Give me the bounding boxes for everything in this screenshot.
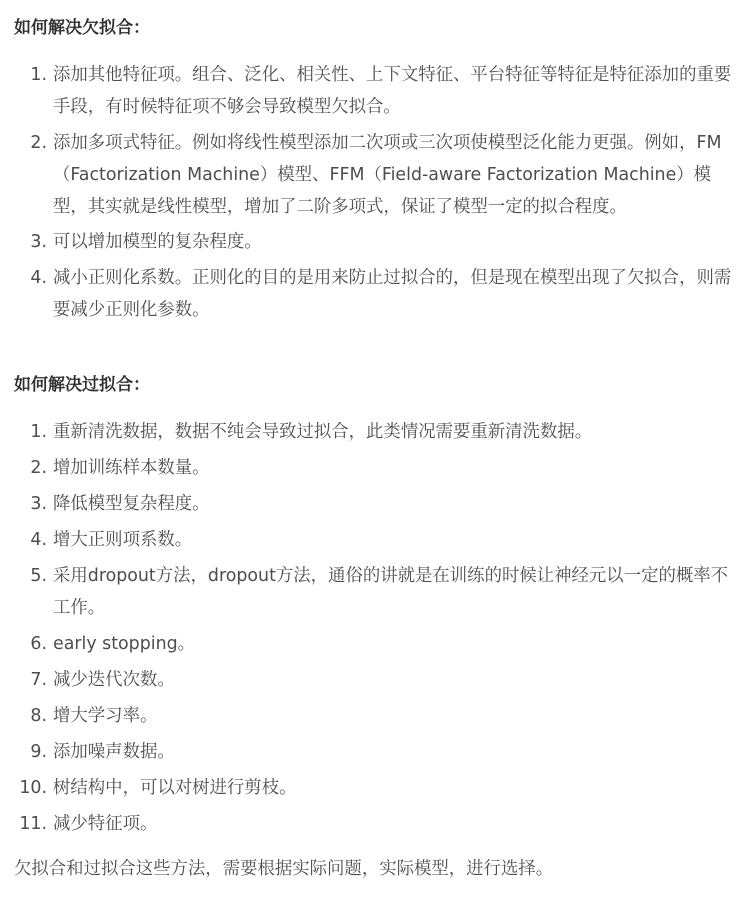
list-item-text: 可以增加模型的复杂程度。 [53, 232, 262, 252]
list-item-number: 3. [30, 232, 47, 252]
list-item [14, 262, 736, 326]
list-item-number: 2. [30, 132, 47, 153]
list-item-text: 增大学习率。 [53, 706, 158, 726]
underfit-heading: 如何解决欠拟合： [14, 18, 150, 38]
list-item [14, 127, 736, 223]
list-item-number: 2. [30, 458, 47, 478]
list-item [14, 226, 736, 258]
list-item [14, 59, 736, 123]
list-item-number: 10. [19, 778, 47, 798]
list-item [14, 416, 736, 448]
list-item [14, 736, 736, 768]
list-item-number: 3. [30, 494, 47, 514]
list-item [14, 808, 736, 840]
list-item-text: 减少迭代次数。 [53, 670, 175, 690]
overfit-heading: 如何解决过拟合： [14, 375, 150, 395]
list-item-number: 6. [30, 634, 47, 654]
list-item-text: 添加其他特征项。组合、泛化、相关性、上下文特征、平台特征等特征是特征添加的重要手段，有时候特征项不够会导致模型欠拟合。 [53, 65, 732, 117]
conclusion-text: 欠拟合和过拟合这些方法，需要根据实际问题，实际模型，进行选择。 [14, 859, 554, 879]
list-item-text: 减少特征项。 [53, 814, 158, 834]
list-item-number: 11. [19, 814, 47, 834]
list-item-number: 5. [30, 566, 47, 586]
overfit-list [14, 416, 736, 844]
list-item-number: 4. [30, 530, 47, 550]
list-item-number: 4. [30, 267, 47, 288]
list-item-text: 添加多项式特征。例如将线性模型添加二次项或三次项使模型泛化能力更强。例如，FM（Factorization Machine）模型、FFM（Field-aware Factorization Machine）模型，其实就是线性模型，增加了二阶多项式，保证了模型一定的拟合程度。 [53, 132, 722, 217]
list-item-text: early stopping。 [53, 634, 196, 654]
list-item-text: 降低模型复杂程度。 [53, 494, 210, 514]
list-item [14, 772, 736, 804]
list-item-number: 1. [30, 422, 47, 442]
list-item-text: 添加噪声数据。 [53, 742, 175, 762]
list-item [14, 524, 736, 556]
list-item [14, 628, 736, 660]
underfit-list [14, 59, 736, 329]
list-item-text: 树结构中，可以对树进行剪枝。 [53, 778, 297, 798]
list-item-text: 采用dropout方法，dropout方法，通俗的讲就是在训练的时候让神经元以一定的概率不工作。 [53, 566, 729, 618]
list-item-number: 7. [30, 670, 47, 690]
list-item-text: 重新清洗数据，数据不纯会导致过拟合，此类情况需要重新清洗数据。 [53, 422, 593, 442]
list-item [14, 700, 736, 732]
list-item [14, 560, 736, 624]
list-item [14, 664, 736, 696]
list-item [14, 452, 736, 484]
list-item-text: 减小正则化系数。正则化的目的是用来防止过拟合的，但是现在模型出现了欠拟合，则需要减少正则化参数。 [53, 267, 732, 320]
list-item-text: 增加训练样本数量。 [53, 458, 210, 478]
list-item-number: 9. [30, 742, 47, 762]
list-item-number: 1. [30, 65, 47, 85]
list-item-text: 增大正则项系数。 [53, 530, 193, 550]
list-item-number: 8. [30, 706, 47, 726]
list-item [14, 488, 736, 520]
